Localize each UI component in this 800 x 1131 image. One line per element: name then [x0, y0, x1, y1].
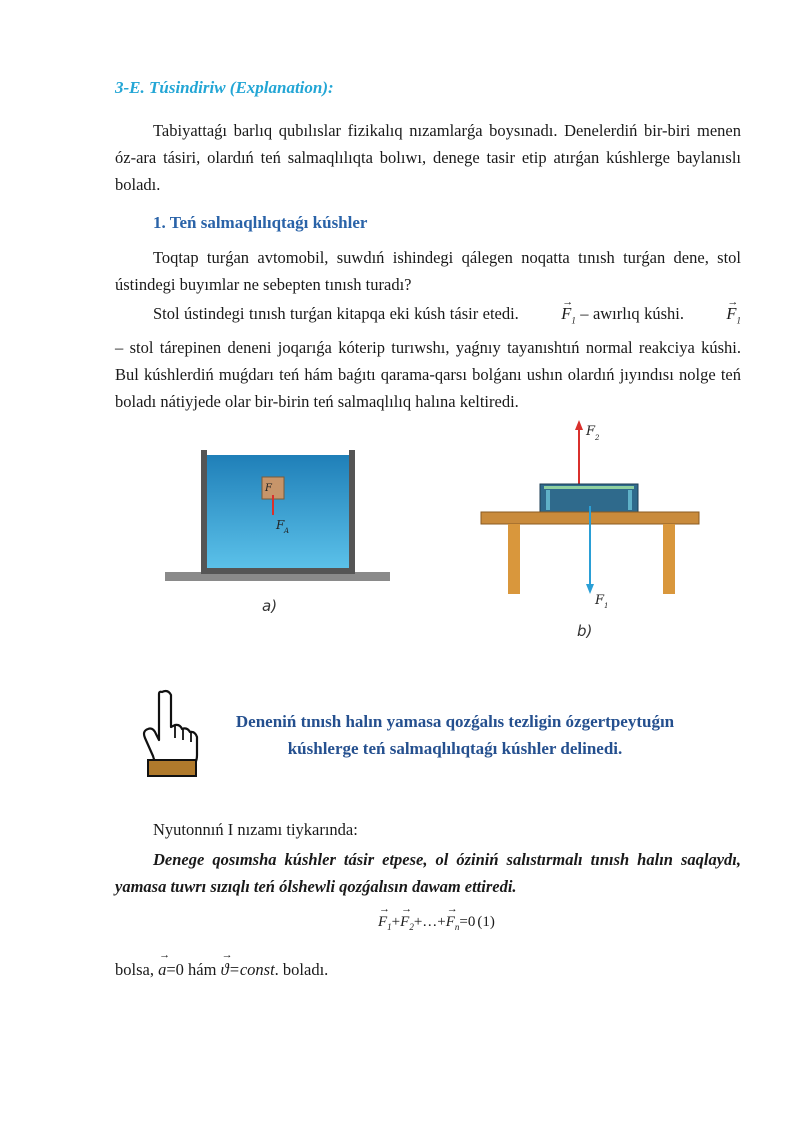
- acceleration-symbol: → a: [158, 960, 166, 980]
- figure-a-label: a): [262, 597, 278, 615]
- tank-water: [207, 455, 349, 570]
- formula-f1: → $F_1$: [378, 914, 392, 932]
- svg-text:F: F: [595, 593, 605, 608]
- formula-f2: → $F_2$: [400, 914, 414, 932]
- force-f1-symbol: → $F_1$: [523, 300, 576, 334]
- note-line-1: Deneniń tınısh halın yamasa qozǵalıs tezligin ózgertpeytuǵın: [235, 712, 675, 731]
- table-leg-left: [508, 524, 520, 594]
- forces-text-2: – awırlıq kúshi.: [575, 304, 689, 323]
- newton-law: Denege qosımsha kúshler tásir etpese, ol óziniń salıstırmalı tınısh halın saqlaydı, yamasa tuwrı sızıqlı teń ólshewli qozǵalısın dawam ettiredi.: [115, 850, 741, 896]
- pointing-hand-icon: [140, 688, 202, 780]
- section-title: 3-E. Túsindiriw (Explanation):: [115, 78, 334, 97]
- figure-b-label: b): [577, 622, 593, 640]
- subsection-title: 1. Teń salmaqlılıqtaǵı kúshler: [153, 213, 368, 232]
- definition-note: [200, 708, 710, 762]
- figure-b-table: [478, 418, 703, 623]
- newton-intro: Nyutonnıń I nızamı tiykarında:: [153, 820, 358, 839]
- forces-paragraph: [115, 300, 741, 415]
- velocity-symbol: → ϑ: [221, 960, 229, 980]
- bolsa-line: bolsa, → a=0 hám → ϑ=const. boladı.: [115, 960, 328, 980]
- equilibrium-formula: → $F_1+\to$ $F_2+\dots+\to F_n=0$ (1): [378, 914, 495, 932]
- svg-text:1: 1: [604, 602, 609, 610]
- forces-text-1: Stol ústindegi tınısh turǵan kitapqa eki kúsh tásir etedi.: [153, 304, 519, 323]
- forces-text-3: – stol tárepinen deneni joqarıǵa kóterip turıwshı, yaǵnıy tayanıshtıń normal reakciya kúshi. Bul kúshlerdiń muǵdarı teń hám baǵıtı qarama-qarsı bolǵanı ushın olardıń jıyındısı nolge teń boladı nátiyjede olar bir-birin teń salmaqlılıq halına keltiredi.: [115, 338, 741, 412]
- svg-text:F: F: [586, 424, 596, 439]
- force-f1b-symbol: → $F_1$: [688, 300, 741, 334]
- figure-a-tank: [165, 445, 390, 585]
- question-paragraph: Toqtap turǵan avtomobil, suwdıń ishindegi qálegen noqatta tınısh turǵan dene, stol ústindegi buyımlar ne sebepten tınısh turadı?: [115, 248, 741, 294]
- svg-text:F: F: [276, 518, 285, 532]
- svg-text:2: 2: [595, 434, 600, 442]
- formula-number: (1): [477, 914, 495, 930]
- svg-text:F: F: [265, 483, 272, 494]
- table-leg-right: [663, 524, 675, 594]
- note-line-2: kúshlerge teń salmaqlılıqtaǵı kúshler delinedi.: [287, 739, 623, 758]
- intro-paragraph: Tabiyattaǵı barlıq qubılıslar fizikalıq nızamlarǵa boysınadı. Denelerdiń bir-biri menen óz-ara tásiri, olardıń teń salmaqlılıqta bolıwı, denege tasir etip atırǵan kúshlerge baylanıslı boladı.: [115, 121, 741, 194]
- formula-fn: → $F_n$: [446, 914, 460, 932]
- svg-text:A: A: [284, 527, 290, 535]
